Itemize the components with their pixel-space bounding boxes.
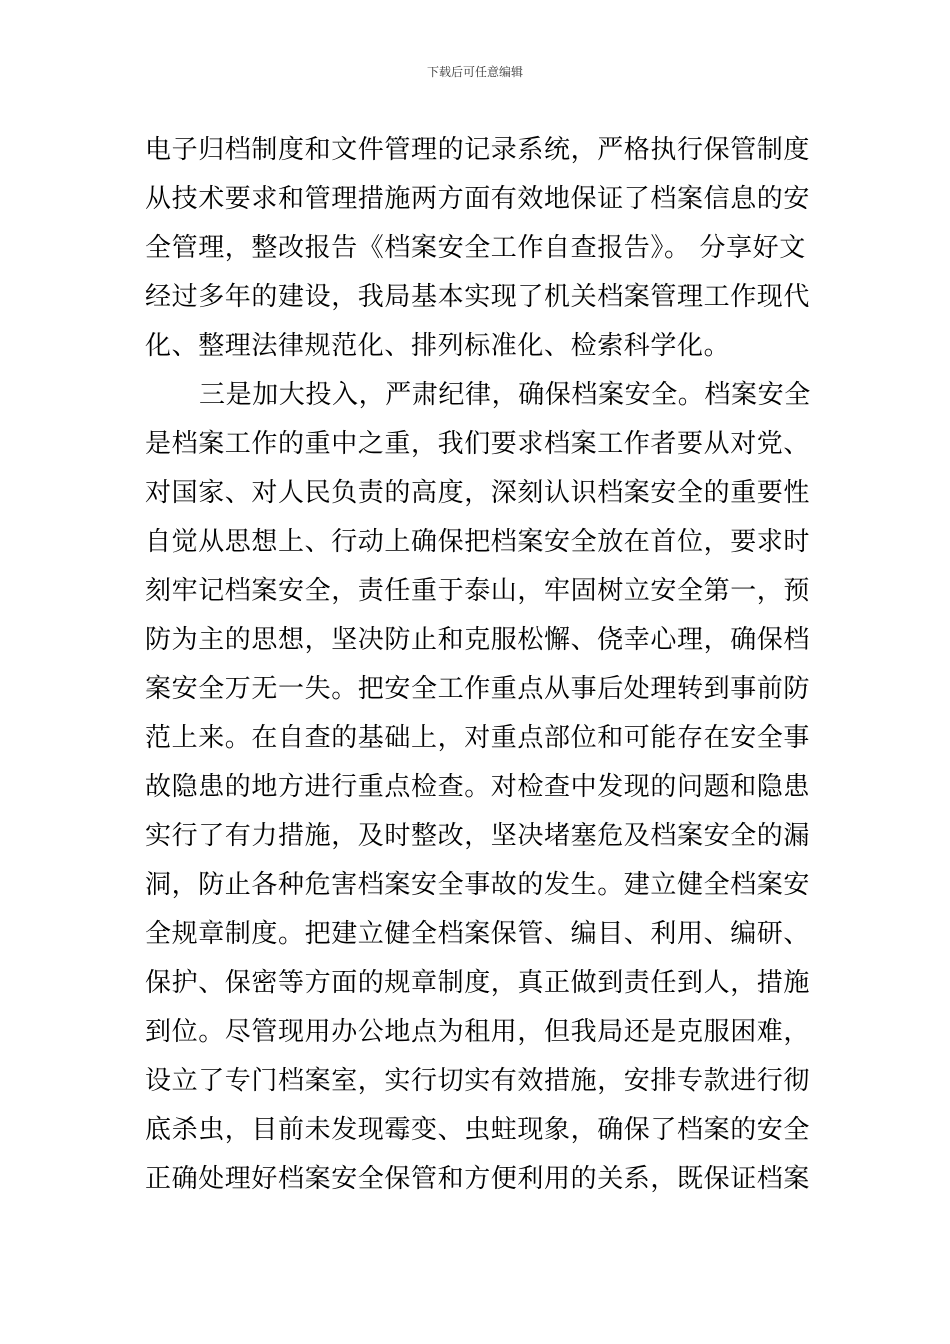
text-line: 全规章制度。把建立健全档案保管、编目、利用、编研、 <box>145 919 811 949</box>
text-line: 经过多年的建设，我局基本实现了机关档案管理工作现代 <box>145 282 811 312</box>
text-line: 设立了专门档案室，实行切实有效措施，安排专款进行彻 <box>145 1066 811 1096</box>
text-line: 全管理，整改报告《档案安全工作自查报告》。 分享好文 <box>145 233 806 263</box>
text-line: 从技术要求和管理措施两方面有效地保证了档案信息的安 <box>145 184 811 214</box>
text-line: 保护、保密等方面的规章制度，真正做到责任到人，措施 <box>145 968 811 998</box>
text-line: 电子归档制度和文件管理的记录系统，严格执行保管制度 <box>145 135 811 165</box>
text-line: 实行了有力措施，及时整改，坚决堵塞危及档案安全的漏 <box>145 821 811 851</box>
text-line: 刻牢记档案安全，责任重于泰山，牢固树立安全第一，预 <box>145 576 811 606</box>
document-body <box>145 126 815 1204</box>
text-line: 到位。尽管现用办公地点为租用，但我局还是克服困难， <box>145 1017 811 1047</box>
text-line: 范上来。在自查的基础上，对重点部位和可能存在安全事 <box>145 723 811 753</box>
text-line: 化、整理法律规范化、排列标准化、检索科学化。 <box>145 331 731 361</box>
text-line: 洞，防止各种危害档案安全事故的发生。建立健全档案安 <box>145 870 811 900</box>
page-header: 下载后可任意编辑 <box>426 65 523 79</box>
text-line: 底杀虫，目前未发现霉变、虫蛀现象，确保了档案的安全 <box>145 1115 811 1145</box>
text-line: 故隐患的地方进行重点检查。对检查中发现的问题和隐患 <box>145 772 811 802</box>
text-line: 防为主的思想，坚决防止和克服松懈、侥幸心理，确保档 <box>145 625 811 655</box>
text-line: 是档案工作的重中之重，我们要求档案工作者要从对党、 <box>145 429 811 459</box>
paragraph-first-line: 三是加大投入，严肃纪律，确保档案安全。档案安全 <box>199 380 811 410</box>
text-line: 自觉从思想上、行动上确保把档案安全放在首位，要求时 <box>145 527 811 557</box>
text-line: 对国家、对人民负责的高度，深刻认识档案安全的重要性 <box>145 478 811 508</box>
text-line: 正确处理好档案安全保管和方便利用的关系，既保证档案 <box>145 1164 811 1194</box>
text-line: 案安全万无一失。把安全工作重点从事后处理转到事前防 <box>145 674 811 704</box>
